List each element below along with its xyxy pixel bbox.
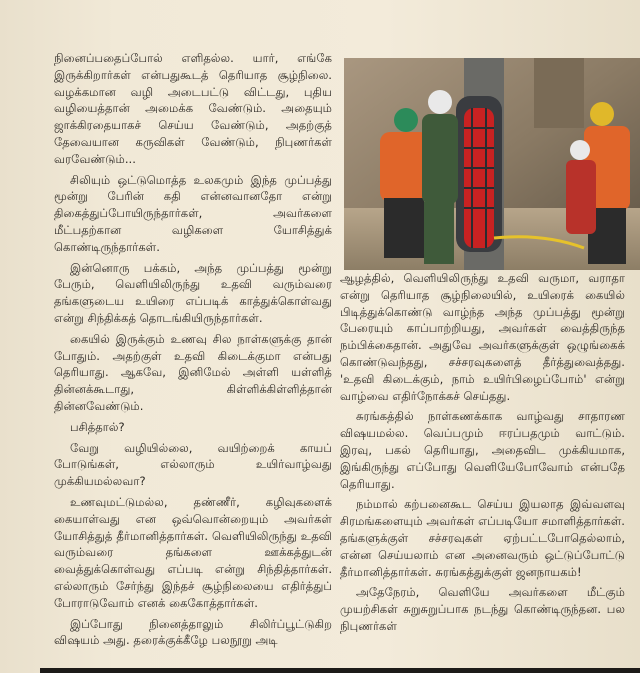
article-left-column xyxy=(54,50,332,653)
paragraph: சிலியும் ஒட்டுமொத்த உலகமும் இந்த முப்பத்து மூன்று பேரின் கதி என்னவானதோ என்று திகைத்துப்போயிருந்தார்கள், அவர்களை மீட்பதற்கான வழிகளை யோசித்துக் கொண்டிருந்தார்கள். xyxy=(54,172,332,254)
rescue-photo-illustration xyxy=(344,58,640,270)
paragraph: நினைப்பதைப்போல் எளிதல்ல. யார், எங்கே இருக்கிறார்கள் என்பதுகூடத் தெரியாத சூழ்நிலை. வழக்கமான வழி அடைபட்டு விட்டது, புதிய வழியைத்தான் அமைக்க வேண்டும். அதையும் ஜாக்கிரதையாகச் செய்ய வேண்டும், அதற்குத் தேவையான கருவிகள் வேண்டும், நிபுணர்கள் வரவேண்டும்... xyxy=(54,51,332,166)
paragraph: ஆழத்தில், வெளியிலிருந்து உதவி வருமா, வராதா என்று தெரியாத சூழ்நிலையில், உயிரைக் கையில் பிடித்துக்கொண்டு வாழ்ந்த அந்த முப்பத்து மூன்று பேரையும் காப்பாற்றியது, அவர்கள் வைத்திருந்த நம்பிக்கைதான். அதுவே அவர்களுக்குள் ஒழுங்கைக் கொண்டுவந்தது, சச்சரவுகளைத் தீர்த்துவைத்தது. 'உதவி கிடைக்கும், நாம் உயிர்பிழைப்போம்' என்று வாழ்வை எதிர்நோக்கச் செய்தது. xyxy=(340,271,625,403)
paragraph: வேறு வழியில்லை, வயிற்றைக் காயப் போடுங்கள், எல்லாரும் உயிர்வாழ்வது முக்கியமல்லவா? xyxy=(54,440,332,489)
paragraph: அதேநேரம், வெளியே அவர்களை மீட்கும் முயற்சிகள் சுறுசுறுப்பாக நடந்து கொண்டிருந்தன. பல நிபுணர்கள் xyxy=(340,585,625,633)
article-right-column xyxy=(340,270,625,639)
paragraph: இப்போது நினைத்தாலும் சிலிர்ப்பூட்டுகிற விஷயம் அது. தரைக்குக்கீழே பலநூறு அடி xyxy=(54,616,332,648)
paragraph: இன்னொரு பக்கம், அந்த முப்பத்து மூன்று பேரும், வெளியிலிருந்து உதவி வரும்வரை தங்களுடைய உயிரை எப்படிக் காத்துக்கொள்வது என்று சிந்திக்கத் தொடங்கியிருந்தார்கள். xyxy=(54,260,332,325)
paragraph: உணவுமட்டுமல்ல, தண்ணீர், கழிவுகளைக் கையாள்வது என ஒவ்வொன்றையும் அவர்கள் யோசித்துத் தீர்மானித்தார்கள். வெளியிலிருந்து உதவி வரும்வரை தங்களை ஊக்கத்துடன் வைத்துக்கொள்வது எப்படி என்று சிந்தித்தார்கள். எல்லாரும் சேர்ந்து இந்தச் சூழ்நிலையை எதிர்த்துப் போராடுவோம் எனக் கைகோத்தார்கள். xyxy=(54,494,332,610)
paragraph: நம்மால் கற்பனைகூட செய்ய இயலாத இவ்வளவு சிரமங்களையும் அவர்கள் எப்படியோ சமாளித்தார்கள். தங்களுக்குள் சச்சரவுகள் ஏற்பட்டபோதெல்லாம், என்ன செய்யலாம் என அனைவரும் ஒட்டுப்போட்டு தீர்மானித்தார்கள். சுரங்கத்துக்குள் ஜனநாயகம்! xyxy=(340,497,625,579)
rescue-photo xyxy=(344,58,640,270)
bottom-border xyxy=(40,668,640,673)
paragraph: சுரங்கத்தில் நாள்கணக்காக வாழ்வது சாதாரண விஷயமல்ல. வெப்பமும் ஈரப்பதமும் வாட்டும். இரவு, பகல் தெரியாது, அதைவிட முக்கியமாக, இங்கிருந்து எப்போது வெளியேபோவோம் என்பதே தெரியாது. xyxy=(340,409,625,491)
paragraph: கையில் இருக்கும் உணவு சில நாள்களுக்கு தான் போதும். அதற்குள் உதவி கிடைக்குமா என்பது தெரியாது. ஆகவே, இனிமேல் அள்ளி யள்ளித் தின்னக்கூடாது, கிள்ளிக்கிள்ளித்தான் தின்னவேண்டும். xyxy=(54,331,332,413)
paragraph: பசித்தால்? xyxy=(70,419,125,434)
